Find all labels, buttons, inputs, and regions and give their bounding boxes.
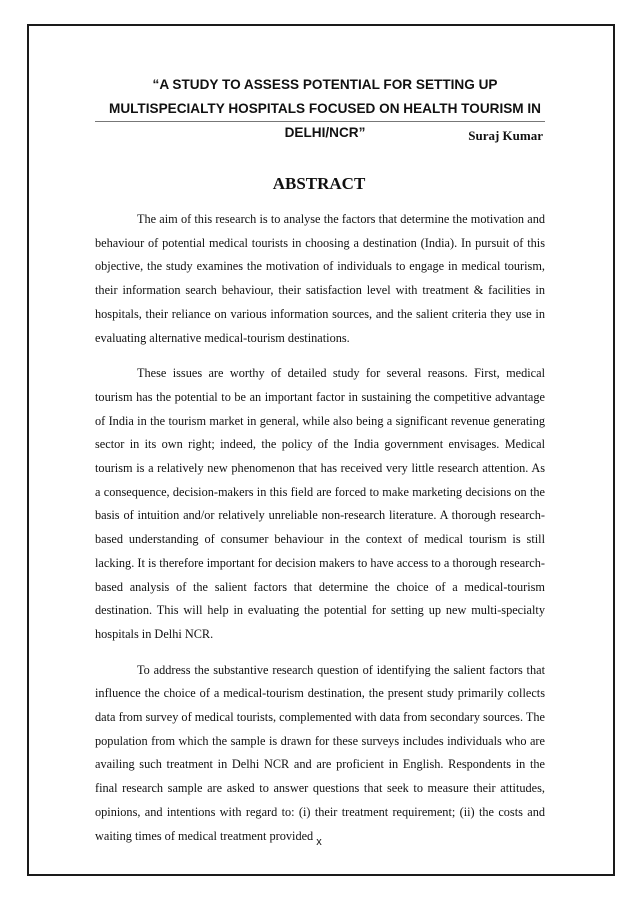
paragraph: The aim of this research is to analyse the factors that determine the motivation and behaviour of potential medical tourists in choosing a destination (India). In pursuit of this objective, the study examines the motivation of individuals to engage in medical tourism, their information search behaviour, their satisfaction level with treatment & facilities in hospitals, their reliance on various information sources, and the salient criteria they use in evaluating alternative medical-tourism destinations.	[95, 212, 545, 345]
abstract-heading: ABSTRACT	[272, 174, 366, 193]
page-number: x	[316, 836, 322, 848]
paragraph: To address the substantive research question of identifying the salient factors that influence the choice of a medical-tourism destination, the present study primarily collects data from survey of medical tourists, complemented with data from secondary sources. The population from which the sample is drawn for these surveys includes individuals who are availing such treatment in Delhi NCR and are proficient in English. Respondents in the final research sample are asked to answer questions that seek to measure their attitudes, opinions, and intentions with regard to: (i) their treatment requirement; (ii) the costs and waiting times of medical treatment provided	[95, 662, 545, 843]
abstract-body	[95, 208, 545, 860]
paragraph: These issues are worthy of detailed study for several reasons. First, medical tourism has the potential to be an important factor in sustaining the competitive advantage of India in the tourism market in general, while also being a significant revenue generating sector in its own right; indeed, the policy of the India government envisages. Medical tourism is a relatively new phenomenon that has received very little research attention. As a consequence, decision-makers in this field are forced to make marketing decisions on the basis of intuition and/or relatively unreliable non-research literature. A thorough research-based understanding of consumer behaviour in the context of medical tourism is still lacking. It is therefore important for decision makers to have access to a thorough research-based analysis of the salient factors that determine the choice of a medical-tourism destination. This will help in evaluating the potential for setting up new multi-specialty hospitals in Delhi NCR.	[95, 366, 545, 641]
author-name: Suraj Kumar	[468, 128, 543, 143]
title-divider	[95, 121, 545, 122]
document-title: “A STUDY TO ASSESS POTENTIAL FOR SETTING UP MULTISPECIALTY HOSPITALS FOCUSED ON HEALTH TOURISM IN DELHI/NCR”	[109, 77, 541, 140]
